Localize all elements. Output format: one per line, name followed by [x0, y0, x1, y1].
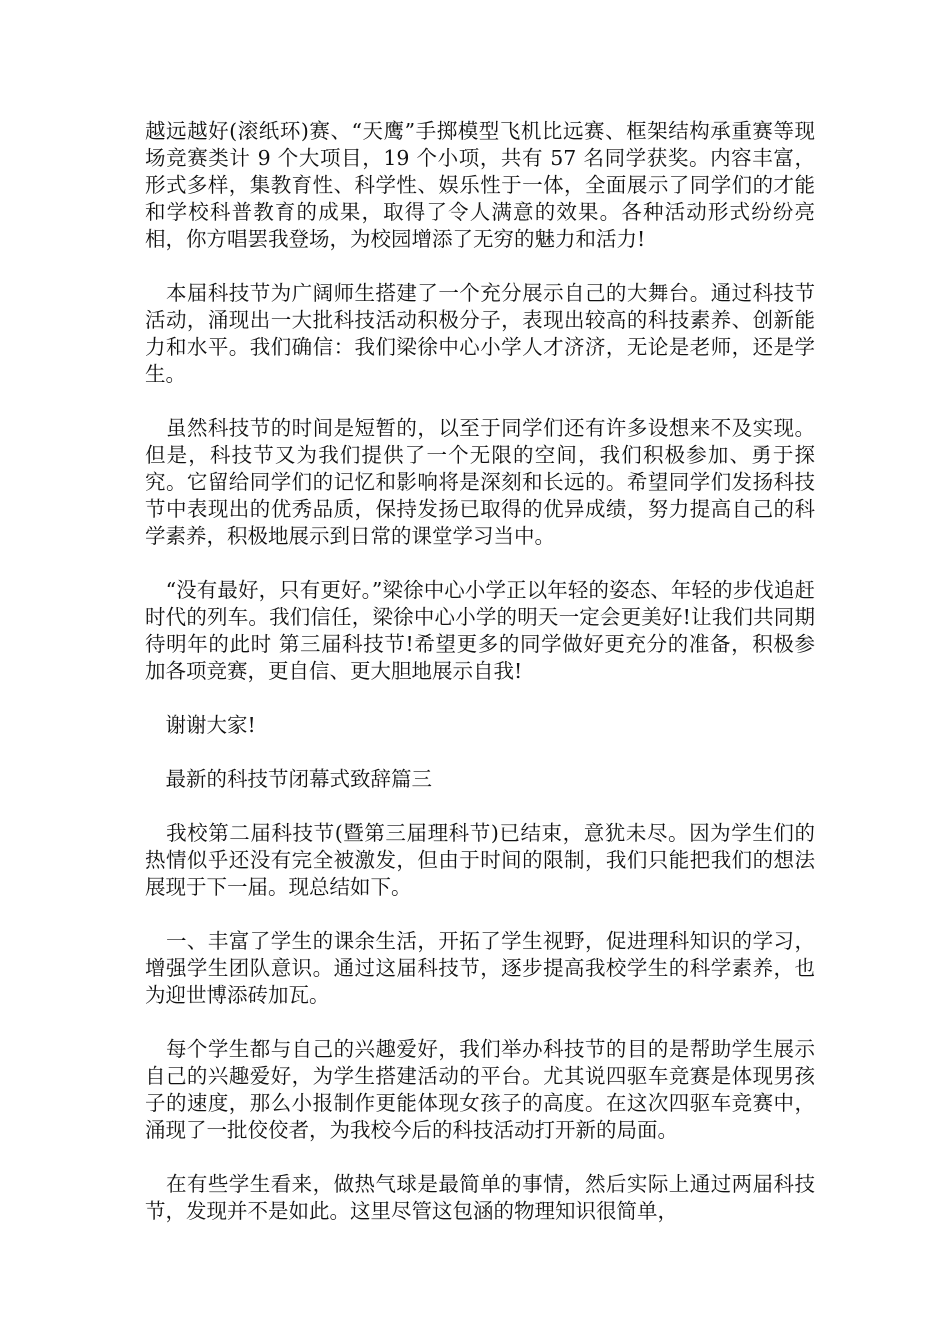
paragraph-point-one: 一、丰富了学生的课余生活，开拓了学生视野，促进理科知识的学习，增强学生团队意识。通过这届科技节，逐步提高我校学生的科学素养，也为迎世博添砖加瓦。 — [145, 929, 815, 1007]
paragraph-second-festival: 我校第二届科技节(暨第三届理科节)已结束，意犹未尽。因为学生们的热情似乎还没有完全被激发，但由于时间的限制，我们只能把我们的想法展现于下一届。现总结如下。 — [145, 821, 815, 899]
paragraph-hot-air-balloon: 在有些学生看来，做热气球是最简单的事情，然后实际上通过两届科技节，发现并不是如此。这里尽管这包涵的物理知识很简单， — [145, 1172, 815, 1223]
paragraph-memories: 虽然科技节的时间是短暂的，以至于同学们还有许多设想来不及实现。但是，科技节又为我们提供了一个无限的空间，我们积极参加、勇于探究。它留给同学们的记忆和影响将是深刻和长远的。希望同学们发扬科技节中表现出的优秀品质，保持发扬已取得的优异成绩，努力提高自己的科学素养，积极地展示到日常的课堂学习当中。 — [145, 416, 815, 548]
paragraph-no-best: “没有最好，只有更好。”梁徐中心小学正以年轻的姿态、年轻的步伐追赶时代的列车。我们信任，梁徐中心小学的明天一定会更美好!让我们共同期待明年的此时 第三届科技节!希望更多的同学做好更充分的准备，积极参加各项竞赛，更自信、更大胆地展示自我! — [145, 578, 815, 683]
paragraph-awards-summary: 越远越好(滚纸环)赛、“天鹰”手掷模型飞机比远赛、框架结构承重赛等现场竞赛类计 9 个大项目，19 个小项，共有 57 名同学获奖。内容丰富，形式多样，集教育性、科学性、娱乐性于一体，全面展示了同学们的才能和学校科普教育的成果，取得了令人满意的效果。各种活动形式纷纷亮相，你方唱罢我登场，为校园增添了无穷的魅力和活力! — [145, 119, 815, 251]
section-heading: 最新的科技节闭幕式致辞篇三 — [145, 767, 432, 791]
paragraph-interests: 每个学生都与自己的兴趣爱好，我们举办科技节的目的是帮助学生展示自己的兴趣爱好，为学生搭建活动的平台。尤其说四驱车竞赛是体现男孩子的速度，那么小报制作更能体现女孩子的高度。在这次四驱车竞赛中，涌现了一批佼佼者，为我校今后的科技活动打开新的局面。 — [145, 1037, 815, 1142]
paragraph-thanks: 谢谢大家! — [145, 713, 256, 737]
paragraph-stage: 本届科技节为广阔师生搭建了一个充分展示自己的大舞台。通过科技节活动，涌现出一大批科技活动积极分子，表现出较高的科技素养、创新能力和水平。我们确信：我们梁徐中心小学人才济济，无论是老师，还是学生。 — [145, 281, 815, 386]
document-body — [145, 118, 815, 1225]
